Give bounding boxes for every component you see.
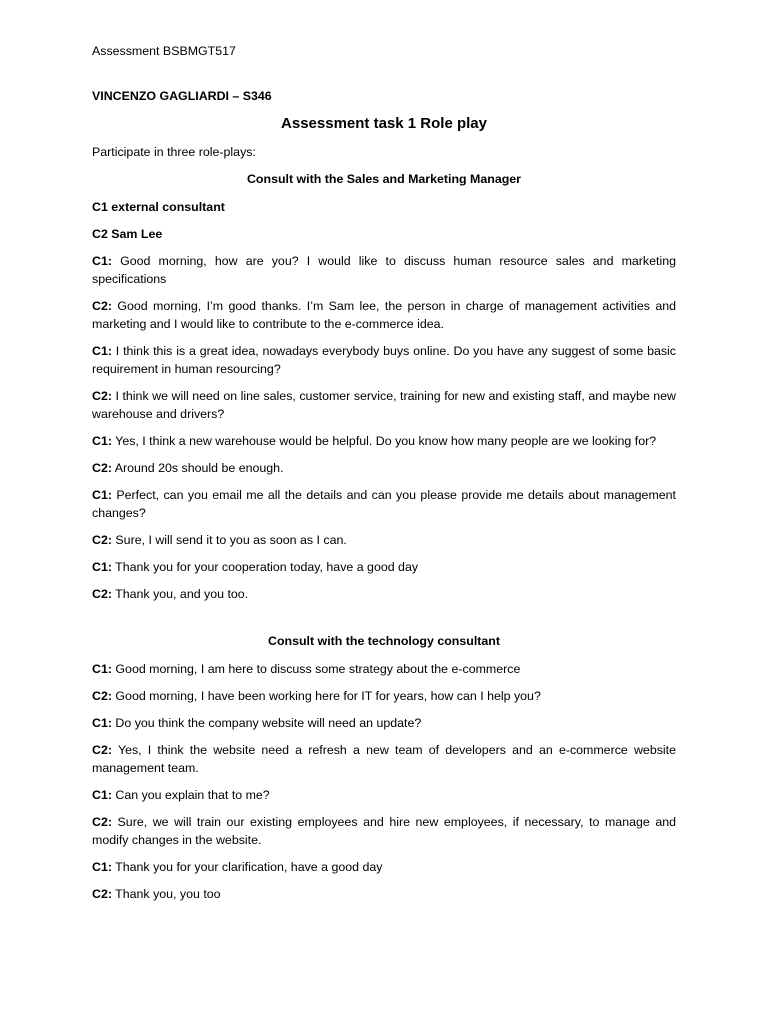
speaker-label: C2: — [92, 389, 112, 403]
turn-text: Around 20s should be enough. — [111, 461, 284, 475]
turn-text: Good morning, I am here to discuss some strategy about the e-commerce — [111, 662, 521, 676]
speaker-label: C2: — [92, 815, 112, 829]
turn-text: Can you explain that to me? — [111, 788, 270, 802]
dialogue-turn — [92, 687, 676, 705]
turn-text: Good morning, how are you? I would like to discuss human resource sales and marketing specifications — [92, 254, 676, 286]
dialogue-turn — [92, 885, 676, 903]
dialogue-turn — [92, 531, 676, 549]
section-heading-technology: Consult with the technology consultant — [268, 634, 500, 648]
author-line: VINCENZO GAGLIARDI – S346 — [92, 89, 272, 103]
dialogue-turn — [92, 813, 676, 849]
speaker-label: C2: — [92, 587, 112, 601]
dialogue-turn — [92, 432, 676, 450]
turn-text: Thank you for your cooperation today, have a good day — [111, 560, 419, 574]
assessment-code: Assessment BSBMGT517 — [92, 44, 236, 58]
dialogue-turn — [92, 252, 676, 288]
turn-text: Thank you, and you too. — [111, 587, 249, 601]
participant-c2: C2 Sam Lee — [92, 227, 163, 241]
turn-text: Yes, I think a new warehouse would be helpful. Do you know how many people are we looking for? — [111, 434, 657, 448]
turn-text: I think we will need on line sales, customer service, training for new and existing staff, and maybe new warehouse and drivers? — [92, 389, 676, 421]
turn-text: Sure, I will send it to you as soon as I can. — [111, 533, 347, 547]
speaker-label: C1: — [92, 788, 112, 802]
dialogue-turn — [92, 660, 676, 678]
speaker-label: C2: — [92, 887, 112, 901]
dialogue-turn — [92, 585, 676, 603]
turn-text: I think this is a great idea, nowadays everybody buys online. Do you have any suggest of some basic requirement in human resourcing? — [92, 344, 676, 376]
participant-c1: C1 external consultant — [92, 200, 225, 214]
dialogue-turn — [92, 297, 676, 333]
turn-text: Good morning, I’m good thanks. I’m Sam lee, the person in charge of management activities and marketing and I would like to contribute to the e-commerce idea. — [92, 299, 676, 331]
dialogue-turn — [92, 558, 676, 576]
dialogue-turn — [92, 342, 676, 378]
section-heading-sales-marketing: Consult with the Sales and Marketing Manager — [246, 172, 522, 186]
speaker-label: C2: — [92, 461, 112, 475]
speaker-label: C1: — [92, 488, 112, 502]
page-title: Assessment task 1 Role play — [281, 115, 487, 132]
speaker-label: C2: — [92, 533, 112, 547]
dialogue-turn — [92, 486, 676, 522]
speaker-label: C2: — [92, 743, 112, 757]
turn-text: Sure, we will train our existing employees and hire new employees, if necessary, to manage and modify changes in the website. — [92, 815, 676, 847]
turn-text: Do you think the company website will need an update? — [111, 716, 422, 730]
speaker-label: C1: — [92, 860, 112, 874]
dialogue-turn — [92, 459, 676, 477]
speaker-label: C1: — [92, 344, 112, 358]
speaker-label: C1: — [92, 434, 112, 448]
turn-text: Perfect, can you email me all the details and can you please provide me details about management changes? — [92, 488, 676, 520]
speaker-label: C1: — [92, 716, 112, 730]
dialogue-turn — [92, 858, 676, 876]
turn-text: Yes, I think the website need a refresh a new team of developers and an e-commerce website management team. — [92, 743, 676, 775]
dialogue-turn — [92, 786, 676, 804]
speaker-label: C2: — [92, 299, 112, 313]
dialogue-turn — [92, 741, 676, 777]
speaker-label: C1: — [92, 560, 112, 574]
intro-text: Participate in three role-plays: — [92, 145, 256, 159]
dialogue-turn — [92, 714, 676, 732]
turn-text: Thank you for your clarification, have a good day — [111, 860, 383, 874]
turn-text: Good morning, I have been working here for IT for years, how can I help you? — [111, 689, 541, 703]
speaker-label: C1: — [92, 254, 112, 268]
speaker-label: C1: — [92, 662, 112, 676]
dialogue-turn — [92, 387, 676, 423]
turn-text: Thank you, you too — [111, 887, 221, 901]
speaker-label: C2: — [92, 689, 112, 703]
